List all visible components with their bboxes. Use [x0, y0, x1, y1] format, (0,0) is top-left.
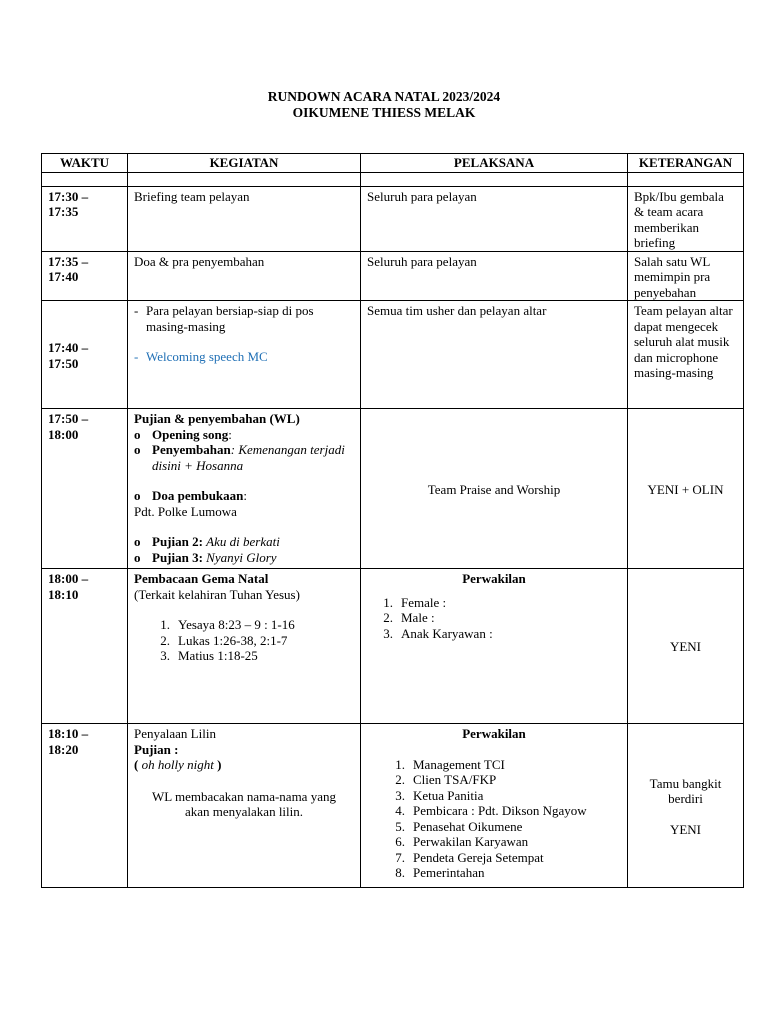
- list-item: [367, 595, 621, 611]
- doa-colon: :: [243, 488, 248, 503]
- doa-person: Pdt. Polke Lumowa: [134, 503, 237, 519]
- kegiatan-heading: Pembacaan Gema Natal: [134, 571, 269, 586]
- list-item: [367, 610, 621, 626]
- list-number: 2.: [383, 610, 393, 625]
- pelaksana-cell: Team Praise and Worship: [361, 409, 628, 569]
- doa-label: Doa pembukaan: [152, 488, 244, 503]
- table-row: [42, 409, 744, 569]
- kegiatan-line: Penyalaan Lilin: [134, 726, 216, 741]
- list-number: 1.: [383, 594, 393, 610]
- list-item: [367, 626, 621, 642]
- list-number: 3.: [160, 648, 170, 663]
- keterangan-cell: Team pelayan altar dapat mengecek seluruh alat musik dan microphone masing-masing: [628, 301, 744, 409]
- opening-song-label: Opening song: [152, 426, 229, 442]
- empty-row: [42, 172, 744, 186]
- time-cell: 17:40 – 17:50: [42, 301, 128, 409]
- list-text: Matius 1:18-25: [178, 648, 258, 663]
- pelaksana-cell: [361, 569, 628, 724]
- kegiatan-cell: [128, 569, 361, 724]
- list-text: Management TCI: [413, 756, 505, 772]
- time-cell: 18:00 – 18:10: [42, 569, 128, 724]
- list-item: [379, 788, 621, 804]
- list-number: 5.: [395, 818, 405, 834]
- list-item: [379, 865, 621, 881]
- list-text: Clien TSA/FKP: [413, 772, 497, 787]
- dash-marker: -: [134, 349, 139, 364]
- keterangan-cell: Bpk/Ibu gembala & team acara memberikan briefing: [628, 186, 744, 251]
- table-header-row: [42, 154, 744, 173]
- kegiatan-bullet-item: [134, 534, 354, 550]
- keterangan-cell: Salah satu WL memimpin pra penyebahan: [628, 251, 744, 301]
- list-item: [379, 850, 621, 866]
- table-row: [42, 186, 744, 251]
- list-item: [379, 834, 621, 850]
- kegiatan-subheading: (Terkait kelahiran Tuhan Yesus): [134, 586, 300, 602]
- list-text: Perwakilan Karyawan: [413, 834, 529, 849]
- empty-cell: [361, 172, 628, 186]
- list-text: Penasehat Oikumene: [413, 818, 523, 834]
- kegiatan-cell: [128, 724, 361, 888]
- song-open-paren: (: [134, 757, 139, 772]
- pelaksana-list: [367, 595, 621, 642]
- empty-cell: [42, 172, 128, 186]
- time-cell: 18:10 – 18:20: [42, 724, 128, 888]
- list-number: 4.: [395, 803, 405, 818]
- time-cell: 17:30 – 17:35: [42, 186, 128, 251]
- table-row: [42, 251, 744, 301]
- song-title: oh holly night: [141, 757, 214, 772]
- bullet-marker: o: [134, 426, 141, 442]
- keterangan-cell: [628, 724, 744, 888]
- kegiatan-cell: Doa & pra penyembahan: [128, 251, 361, 301]
- dash-marker: -: [134, 303, 139, 318]
- penyembahan-label: Penyembahan: [152, 442, 231, 457]
- opening-song-colon: :: [228, 426, 232, 442]
- header-waktu: WAKTU: [42, 154, 128, 173]
- pujian3-label: Pujian 3:: [152, 549, 203, 565]
- header-keterangan: KETERANGAN: [628, 154, 744, 173]
- bullet-marker: o: [134, 534, 141, 549]
- list-text: Lukas 1:26-38, 2:1-7: [178, 632, 288, 648]
- pelaksana-list: [379, 757, 621, 881]
- kegiatan-cell: [128, 409, 361, 569]
- pelaksana-cell: Semua tim usher dan pelayan altar: [361, 301, 628, 409]
- bullet-marker: o: [134, 488, 141, 503]
- table-row: [42, 724, 744, 888]
- kegiatan-bullet-item: [134, 442, 354, 473]
- kegiatan-cell: Briefing team pelayan: [128, 186, 361, 251]
- list-number: 3.: [383, 625, 393, 641]
- list-number: 2.: [395, 772, 405, 787]
- kegiatan-heading: Pujian & penyembahan (WL): [134, 411, 300, 426]
- kegiatan-bullet-item: [134, 550, 354, 566]
- list-text: Male :: [401, 610, 435, 625]
- kegiatan-note: WL membacakan nama-nama yang akan menyalakan lilin.: [152, 788, 336, 819]
- table-row: [42, 569, 744, 724]
- pelaksana-cell: [361, 724, 628, 888]
- empty-cell: [628, 172, 744, 186]
- kegiatan-item: [134, 303, 354, 334]
- keterangan-cell: YENI: [628, 569, 744, 724]
- list-number: 8.: [395, 865, 405, 880]
- list-text: Pembicara : Pdt. Dikson Ngayow: [413, 803, 587, 818]
- pelaksana-heading: Perwakilan: [462, 571, 526, 586]
- readings-list: [144, 617, 354, 664]
- header-pelaksana: PELAKSANA: [361, 154, 628, 173]
- list-number: 1.: [160, 617, 170, 632]
- document-subtitle: OIKUMENE THIESS MELAK: [292, 105, 476, 120]
- pelaksana-cell: Seluruh para pelayan: [361, 251, 628, 301]
- penyembahan-song: : Kemenangan terjadi disini + Hosanna: [152, 442, 345, 473]
- list-text: Female :: [401, 594, 447, 610]
- list-text: Pemerintahan: [413, 865, 485, 880]
- keterangan-line: Tamu bangkit berdiri: [649, 775, 722, 807]
- bullet-marker: o: [134, 442, 141, 457]
- list-number: 7.: [395, 849, 405, 865]
- document-title: RUNDOWN ACARA NATAL 2023/2024: [267, 89, 501, 104]
- rundown-table: [41, 153, 744, 888]
- pelaksana-cell: Seluruh para pelayan: [361, 186, 628, 251]
- bullet-marker: o: [134, 549, 141, 565]
- kegiatan-item-text: Para pelayan bersiap-siap di pos masing-masing: [146, 303, 314, 334]
- song-close-paren: ): [217, 757, 222, 772]
- header-kegiatan: KEGIATAN: [128, 154, 361, 173]
- kegiatan-bullet-item: [134, 427, 354, 443]
- list-item: [379, 803, 621, 819]
- time-cell: 17:50 – 18:00: [42, 409, 128, 569]
- list-text: Yesaya 8:23 – 9 : 1-16: [178, 617, 295, 632]
- time-cell: 17:35 – 17:40: [42, 251, 128, 301]
- kegiatan-item-text: Welcoming speech MC: [146, 349, 268, 364]
- kegiatan-bullet-item: [134, 488, 354, 504]
- list-text: Ketua Panitia: [413, 787, 484, 803]
- table-row: [42, 301, 744, 409]
- list-item: [379, 757, 621, 773]
- list-number: 2.: [160, 632, 170, 648]
- list-text: Anak Karyawan :: [401, 625, 493, 641]
- list-number: 6.: [395, 834, 405, 849]
- pujian3-song: Nyanyi Glory: [206, 549, 277, 565]
- empty-cell: [128, 172, 361, 186]
- list-item: [144, 633, 354, 649]
- pujian2-song: Aku di berkati: [206, 534, 280, 549]
- keterangan-cell: YENI + OLIN: [628, 409, 744, 569]
- list-text: Pendeta Gereja Setempat: [413, 849, 544, 865]
- pelaksana-heading: Perwakilan: [462, 726, 526, 741]
- list-item: [144, 617, 354, 633]
- kegiatan-item: [134, 349, 354, 365]
- pujian-label: Pujian :: [134, 741, 179, 757]
- list-number: 1.: [395, 756, 405, 772]
- list-item: [379, 819, 621, 835]
- list-item: [144, 648, 354, 664]
- list-item: [379, 772, 621, 788]
- kegiatan-cell: [128, 301, 361, 409]
- pujian2-label: Pujian 2:: [152, 534, 203, 549]
- list-number: 3.: [395, 787, 405, 803]
- keterangan-line: YENI: [669, 821, 702, 837]
